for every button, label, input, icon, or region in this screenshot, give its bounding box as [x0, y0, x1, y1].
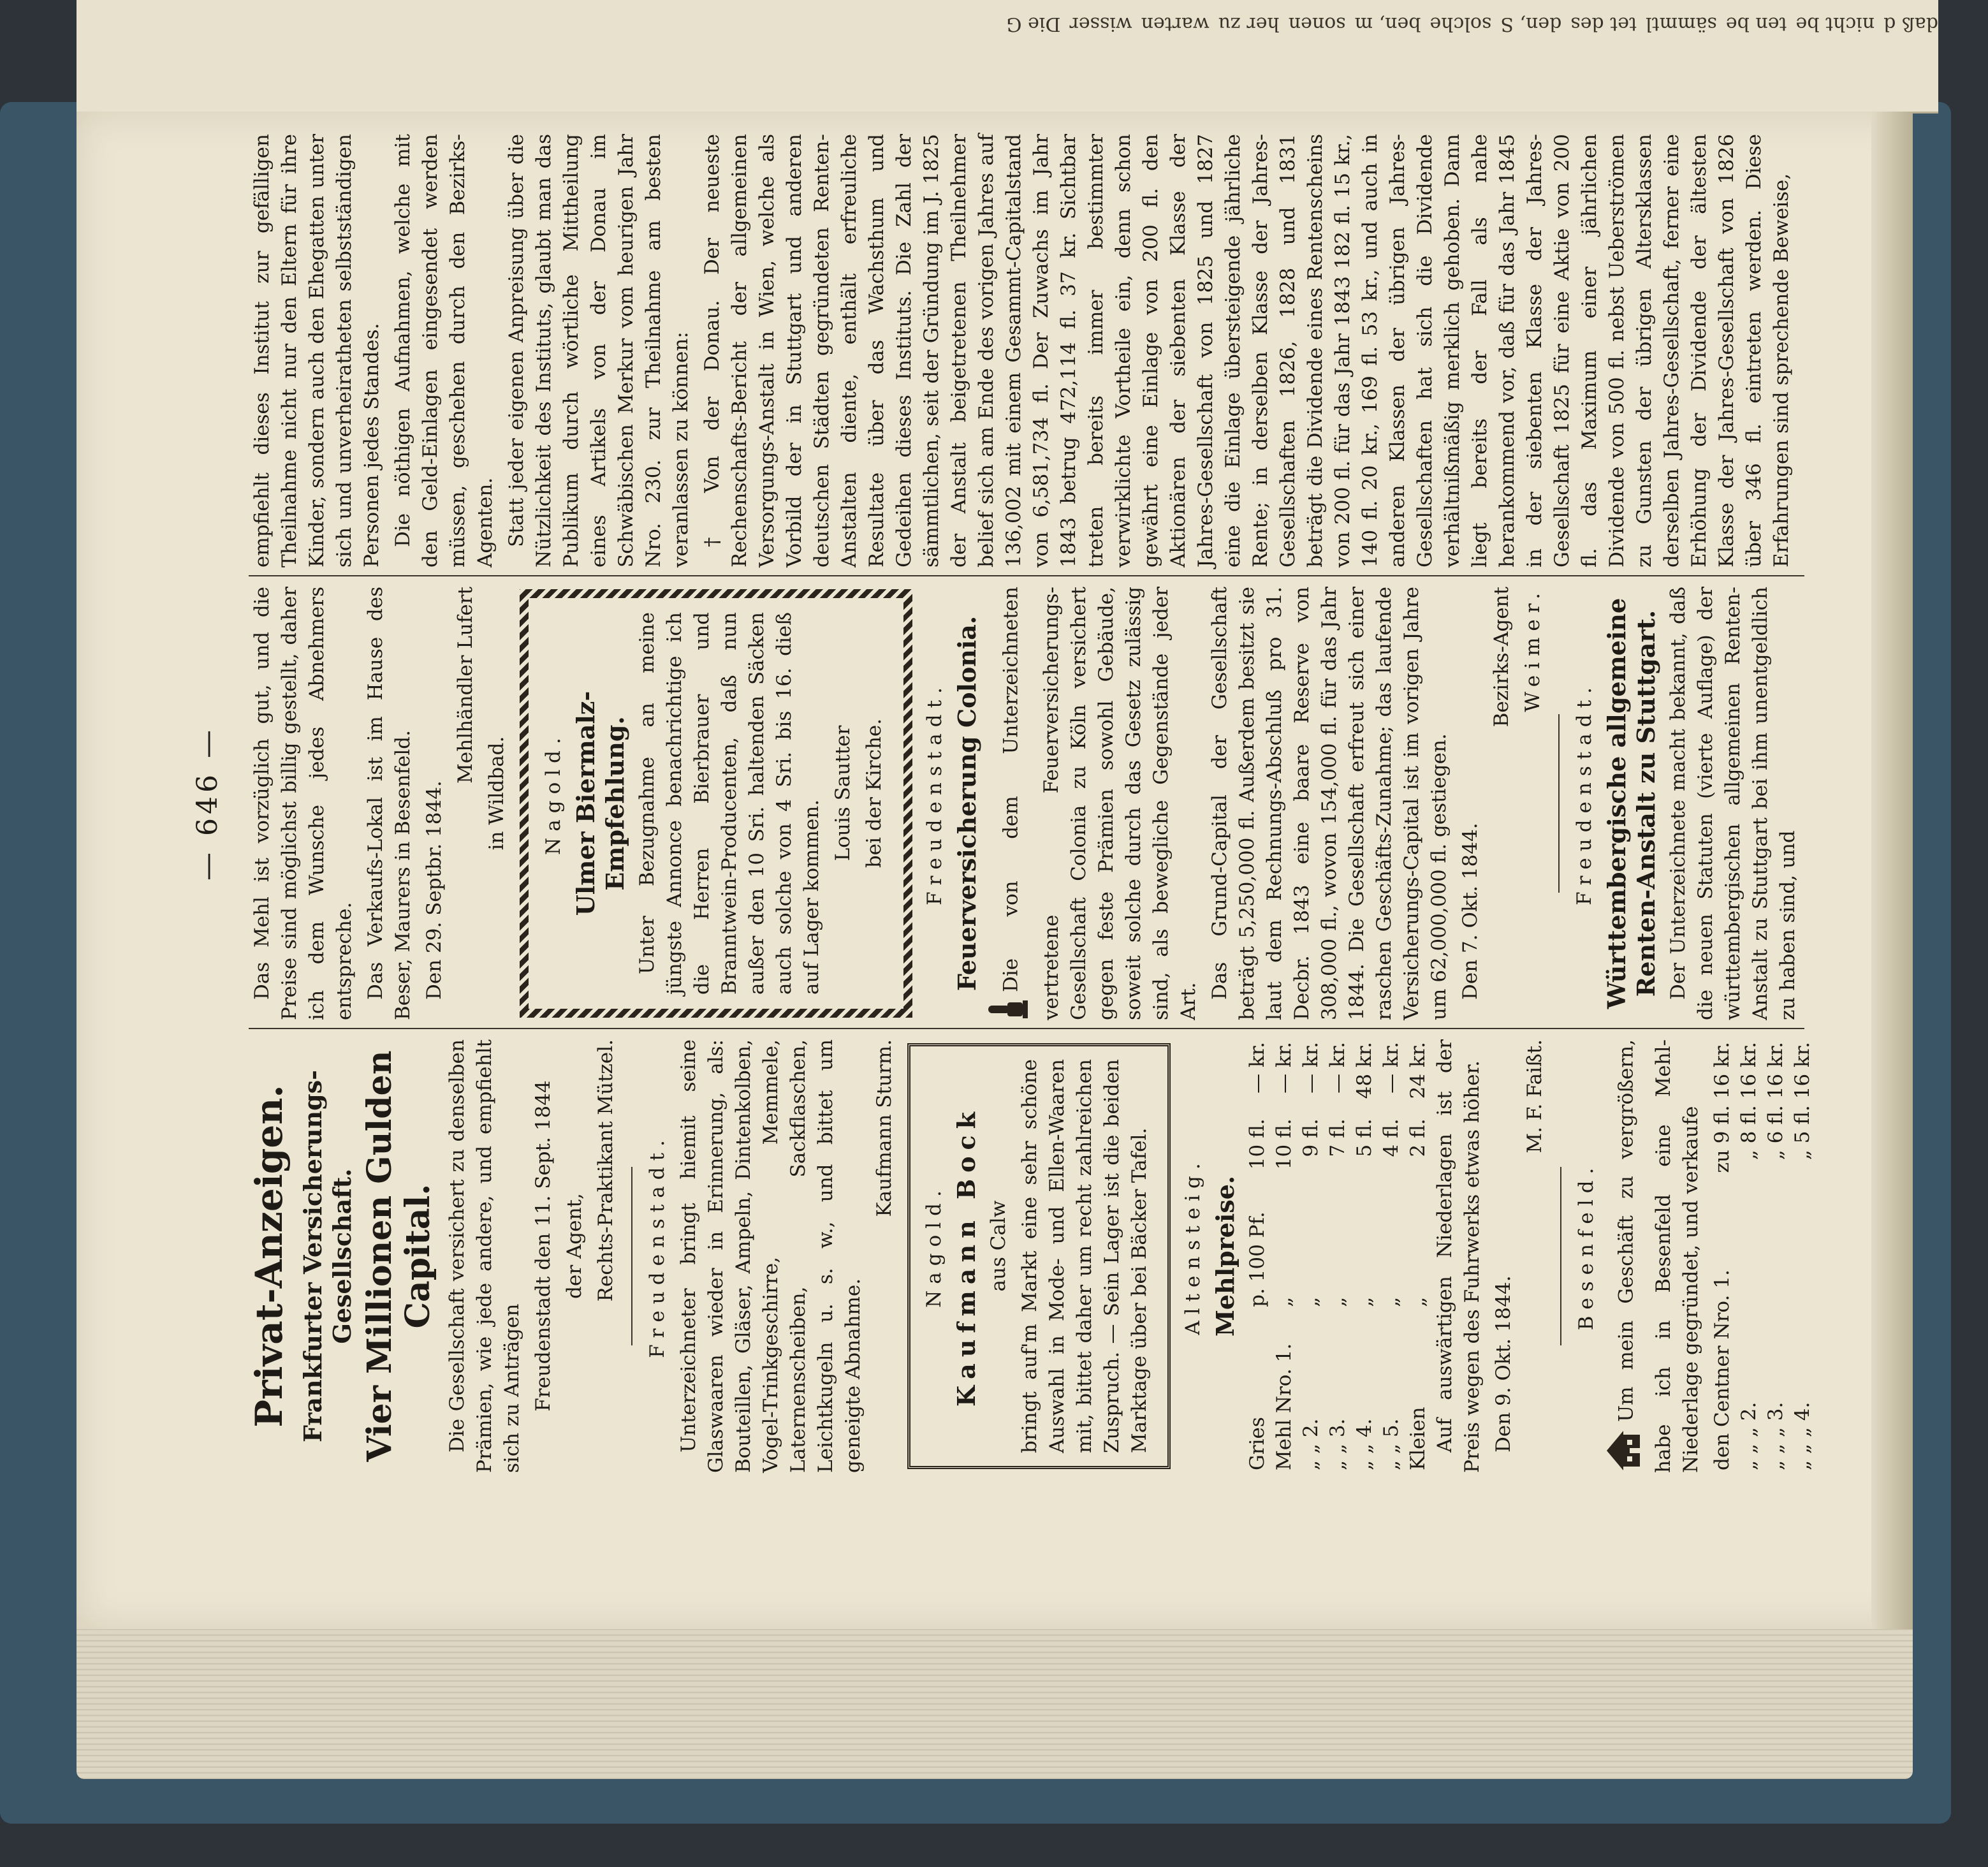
rotated-page-content — [172, 134, 1814, 1473]
table-row: „ „ 3. „ 7 fl. — kr. — [1326, 1042, 1349, 1470]
column-2 — [249, 587, 1804, 1020]
ad-bock-box — [907, 1043, 1171, 1469]
ad-glass-body: Unterzeichneter bringt hiemit seine Glaswaaren wieder in Erinnerung, als: Bouteillen, Gläser, Ampeln, Dintenkolben, Vogel-Trinkgeschirre, Memmele, Laternenscheiben, Sackflaschen, Leichtkugeln u. s. w., und bittet um geneigte Abnahme. — [677, 1039, 865, 1473]
column-1 — [247, 1039, 1814, 1473]
ad-colonia-place: Freudenstadt. — [923, 681, 946, 905]
divider — [631, 1167, 632, 1345]
ad-renten-place: Freudenstadt. — [1573, 681, 1596, 905]
flour-date: Den 29. Septbr. 1844. — [423, 780, 446, 1000]
ad-malt-title: Ulmer Biermalz-Empfehlung. — [571, 691, 629, 916]
table-row: „ „ „ 3. „ 6 fl. 16 kr. — [1764, 1042, 1787, 1470]
table-row: „ „ 2. „ 9 fl. — kr. — [1299, 1042, 1322, 1470]
ad-malt-signature-place: bei der Kirche. — [863, 718, 886, 868]
ad-besenfeld-body: Um mein Geschäft zu vergrößern, habe ich in Besenfeld eine Mehl-Niederlage gegründet, und verkaufe — [1604, 1039, 1705, 1473]
flour-continued: Das Mehl ist vorzüglich gut, und die Preise sind möglichst billig gestellt, daher ich dem Wunsche jedes Abnehmers entspreche. — [251, 587, 356, 1020]
flour-signature-place: in Wildbad. — [485, 736, 508, 851]
hand-icon — [986, 999, 1038, 1020]
ad-frankfurt-date: Freudenstadt den 11. Sept. 1844 — [532, 1080, 555, 1412]
table-row: „ „ „ 2. „ 8 fl. 16 kr. — [1737, 1042, 1760, 1470]
columns — [247, 134, 1814, 1473]
ad-frankfurt-agent: der Agent, — [563, 1193, 586, 1299]
divider — [1560, 1167, 1561, 1345]
ad-colonia-body: Die von dem Unterzeichneten vertretene Feuerversicherungs-Gesellschaft Colonia zu Köln versichert gegen feste Prämien sowohl Gebäude, soweit solche durch das Gesetz zulässig sind, als bewegliche Gegenstände jeder Art. — [986, 587, 1202, 1020]
ad-flour-title: Mehlpreise. — [1211, 1175, 1239, 1337]
section-title: Privat-Anzeigen. — [247, 1085, 291, 1428]
table-row: „ „ 5. „ 4 fl. — kr. — [1380, 1042, 1403, 1470]
flour-price-table — [1244, 1039, 1431, 1473]
ad-frankfurt-capital: Vier Millionen Gulden Capital. — [360, 1050, 437, 1462]
column-rule — [249, 575, 1804, 576]
column-rule — [249, 1028, 1804, 1029]
flour-signature: Mehlhändler Lufert — [454, 587, 477, 784]
flour-location: Das Verkaufs-Lokal ist im Hause des Beser, Maurers in Besenfeld. — [364, 587, 414, 1020]
ad-malt-place: Nagold. — [542, 731, 565, 855]
previous-page-fragment — [77, 0, 1938, 113]
ad-bock-place: Nagold. — [923, 1184, 946, 1308]
ad-flour-date: Den 9. Okt. 1844. — [1492, 1275, 1515, 1453]
ad-bock-name: Kaufmann Bock — [952, 1106, 981, 1407]
ad-renten-title: Württembergische allgemeine Renten-Anstalt zu Stuttgart. — [1602, 597, 1660, 1009]
renten-paragraph-4: † Von der Donau. Der neueste Rechenschafts-Bericht der allgemeinen Versorgungs-Anstalt in Wien, welche als Vorbild der in Stuttgart und anderen deutschen Städten gegründeten Renten-Anstalten diente, enthält erfreuliche Resultate über das Wachsthum und Gedeihen dieses Instituts. Die Zahl der sämmtlichen, seit der Gründung im J. 1825 der Anstalt beigetretenen Theilnehmer belief sich am Ende des vorigen Jahres auf 136,002 mit einem Gesammt-Capitalstand von 6,581,734 fl. Der Zuwachs im Jahr 1843 betrug 472,114 fl. 37 kr. Sichtbar treten bereits immer bestimmter verwirklichte Vortheile ein, denn schon gewährt eine Einlage von 200 fl. den Aktionären der siebenten Klasse der Jahres-Gesellschaft von 1825 und 1827 eine die Einlage übersteigende jährliche Rente; in derselben Klasse der Jahres-Gesellschaften 1826, 1828 und 1831 beträgt die Dividende eines Rentenscheins von 200 fl. für das Jahr 1843 182 fl. 15 kr., 140 fl. 20 kr., 169 fl. 53 kr., und auch in anderen Klassen der übrigen Jahres-Gesellschaften hat sich die Dividende verhältnißmäßig merklich gehoben. Dann liegt bereits der Fall als nahe herankommend vor, daß für das Jahr 1845 in der siebenten Klasse der Jahres-Gesellschaft 1825 für eine Aktie von 200 fl. das Maximum einer jährlichen Dividende von 500 fl. nebst Ueberströmen zu Gunsten der übrigen Altersklassen derselben Jahres-Gesellschaft, ferner eine Erhöhung der Dividende der ältesten Klasse der Jahres-Gesellschaft von 1826 über 346 fl. eintreten werden. Diese Erfahrungen sind sprechende Beweise, — [701, 134, 1793, 567]
besenfeld-price-table — [1709, 1039, 1816, 1473]
ad-glass-signature: Kaufmann Sturm. — [873, 1039, 896, 1217]
table-row: „ „ 4. „ 5 fl. 48 kr. — [1353, 1042, 1376, 1470]
ad-flour-signature: M. F. Faißt. — [1523, 1039, 1546, 1153]
ad-glass-place: Freudenstadt. — [646, 1134, 669, 1358]
ad-besenfeld-place: Besenfeld. — [1575, 1161, 1598, 1331]
ad-frankfurt-heading: Frankfurter Versicherungs-Gesellschaft. — [298, 1070, 356, 1442]
renten-paragraph-3: Statt jeder eigenen Anpreisung über die Nützlichkeit des Instituts, glaubt man das Publikum durch wörtliche Mittheilung eines Artikels von der Donau im Schwäbischen Merkur vom heurigen Jahr Nro. 230. zur Theilnahme am besten veranlassen zu können: — [505, 134, 692, 567]
table-row: „ „ „ 4. „ 5 fl. 16 kr. — [1791, 1042, 1814, 1470]
house-icon — [1604, 1428, 1650, 1473]
divider — [1558, 714, 1560, 893]
ad-bock-body: bringt auf'm Markt eine sehr schöne Auswahl in Mode- und Ellen-Waaren mit, bittet daher um recht zahlreichen Zuspruch. — Sein Lager ist die beiden Marktage über bei Bäcker Tafel. — [1018, 1059, 1151, 1453]
page-number: — 646 — — [191, 726, 224, 881]
ad-frankfurt-body: Die Gesellschaft versichert zu denselben Prämien, wie jede andere, und empfiehlt sich zu Anträgen — [446, 1039, 523, 1473]
table-row: den Centner Nro. 1. zu 9 fl. 16 kr. — [1711, 1042, 1734, 1470]
ad-frankfurt-signature: Rechts-Praktikant Mützel. — [594, 1039, 617, 1302]
ad-flour-note: Auf auswärtigen Niederlagen ist der Preis wegen des Fuhrwerks etwas höher. — [1433, 1039, 1484, 1473]
ad-colonia-date: Den 7. Okt. 1844. — [1459, 823, 1482, 1000]
ad-colonia-agent: Bezirks-Agent — [1490, 587, 1513, 728]
ad-colonia-signature: Weimer. — [1521, 587, 1544, 712]
book-gutter — [1871, 112, 1913, 1629]
previous-page-text: daß d nicht be ten be sämmtl tet des den, S solche ben, m sonen her zu warten wisser Die G — [1006, 13, 1938, 35]
ad-flour-place: Altensteig. — [1181, 1157, 1204, 1335]
table-row: Mehl Nro. 1. „ 10 fl. — kr. — [1273, 1042, 1296, 1470]
ad-bock-from: aus Calw — [987, 1200, 1010, 1292]
ad-malt-box — [520, 589, 912, 1018]
ad-renten-body: Der Unterzeichnete macht bekannt, daß die neuen Statuten (vierte Auflage) der württembergischen allgemeinen Renten-Anstalt zu Stuttgart bei ihm unentgeldlich zu haben sind, und — [1667, 587, 1799, 1020]
ad-colonia-body-2: Das Grund-Capital der Gesellschaft beträgt 5,250,000 fl. Außerdem besitzt sie laut dem Rechnungs-Abschluß pro 31. Decbr. 1843 eine baare Reserve von 308,000 fl., wovon 154,000 fl. für das Jahr 1844. Die Gesellschaft erfreut sich einer raschen Geschäfts-Zunahme; das laufende Versicherungs-Capital ist im vorigen Jahre um 62,000,000 fl. gestiegen. — [1208, 587, 1451, 1020]
renten-paragraph-2: Die nöthigen Aufnahmen, welche mit den Geld-Einlagen eingesendet werden müssen, geschehen durch den Bezirks-Agenten. — [391, 134, 497, 567]
renten-paragraph-1: empfiehlt dieses Institut zur gefälligen Theilnahme nicht nur den Eltern für ihre Kinder, sondern auch den Ehegatten unter sich und unverheiratheten selbstständigen Personen jedes Standes. — [251, 134, 383, 567]
ad-malt-body: Unter Bezugnahme an meine jüngste Annonce benachrichtige ich die Herren Bierbrauer und Branntwein-Producenten, daß nun außer den 10 Sri. haltenden Säcken auch solche von 4 Sri. bis 16. dieß auf Lager kommen. — [636, 612, 823, 995]
column-3 — [249, 134, 1804, 567]
ad-malt-signature: Louis Sautter — [831, 725, 854, 861]
ad-colonia-title: Feuerversicherung Colonia. — [953, 615, 981, 992]
page-edges — [77, 1613, 1913, 1779]
table-row: Gries p. 100 Pf. 10 fl. — kr. — [1246, 1042, 1269, 1470]
table-row: Kleien „ 2 fl. 24 kr. — [1407, 1042, 1429, 1470]
